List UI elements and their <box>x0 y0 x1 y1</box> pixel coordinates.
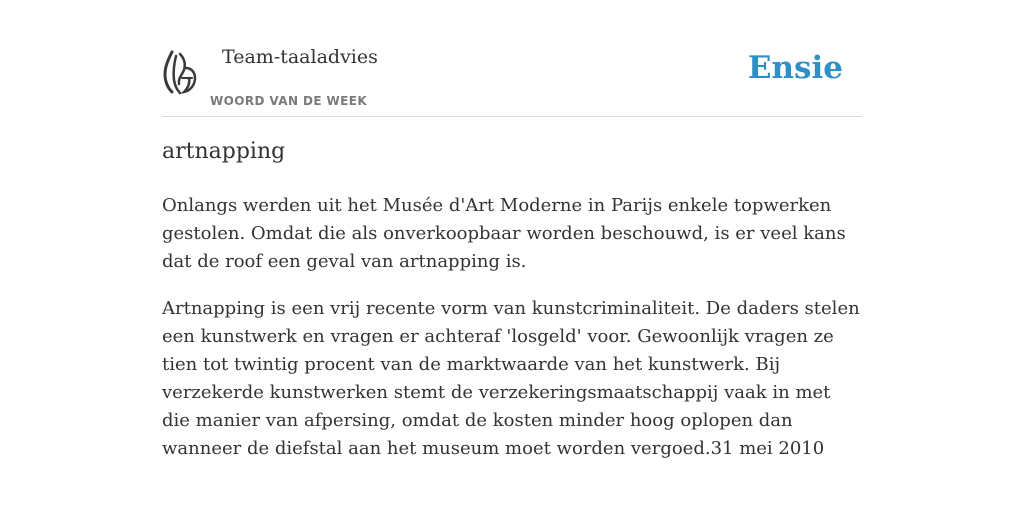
lion-logo-icon <box>162 48 198 96</box>
article-title: artnapping <box>162 139 286 164</box>
category-label: WOORD VAN DE WEEK <box>210 94 368 108</box>
brand-logo[interactable]: Ensie <box>747 50 843 86</box>
paragraph: Onlangs werden uit het Musée d'Art Moderne in Parijs enkele topwerken gestolen. Omdat die als onverkoopbaar worden beschouwd, is er veel kans dat de roof een geval van artnapping is. <box>162 195 846 272</box>
article-body <box>162 192 862 482</box>
article-card <box>162 0 862 512</box>
article-header <box>162 0 862 117</box>
paragraph <box>162 295 862 463</box>
author-name[interactable]: Team-taaladvies <box>222 46 378 68</box>
publish-date: 31 mei 2010 <box>710 438 825 459</box>
paragraph-text: Artnapping is een vrij recente vorm van kunstcriminaliteit. De daders stelen een kunstwerk en vragen er achteraf 'losgeld' voor. Gewoonlijk vragen ze tien tot twintig procent van de marktwaarde van het kunstwerk. Bij verzekerde kunstwerken stemt de verzekeringsmaatschappij vaak in met die manier van afpersing, omdat de kosten minder hoog oplopen dan wanneer de diefstal aan het museum moet worden vergoed. <box>162 298 860 459</box>
